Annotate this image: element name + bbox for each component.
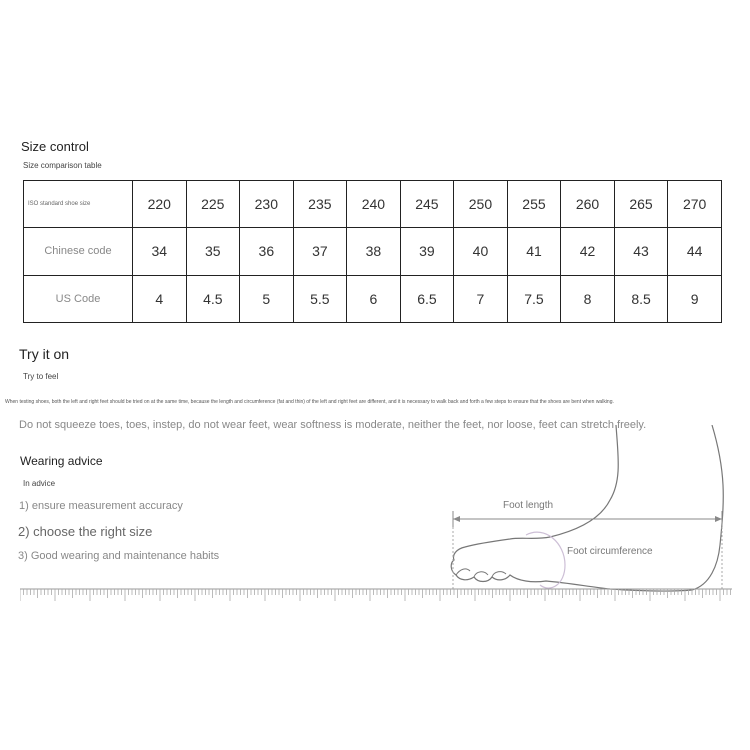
table-cell: 4.5 <box>186 275 240 322</box>
table-cell: 220 <box>133 181 187 228</box>
size-control-title: Size control <box>21 139 89 154</box>
row-label-chinese: Chinese code <box>24 228 133 275</box>
table-cell: 235 <box>293 181 347 228</box>
try-on-note: When testing shoes, both the left and right feet should be tried on at the same time, because the length and circumference (fat and thin) of the left and right feet are different, and it is necessary to walk back and forth a few steps to ensure that the shoes are bent when walking. <box>5 399 614 405</box>
table-cell: 270 <box>668 181 722 228</box>
wearing-advice-subtitle: In advice <box>23 479 56 488</box>
table-row <box>24 228 722 275</box>
table-cell: 5.5 <box>293 275 347 322</box>
table-cell: 245 <box>400 181 454 228</box>
try-it-on-title: Try it on <box>19 346 70 362</box>
table-cell: 37 <box>293 228 347 275</box>
table-cell: 41 <box>507 228 561 275</box>
table-cell: 230 <box>240 181 294 228</box>
table-cell: 6 <box>347 275 401 322</box>
toe-line <box>474 572 488 577</box>
ruler-ticks <box>20 589 731 601</box>
toe-line <box>456 569 470 575</box>
table-cell: 36 <box>240 228 294 275</box>
table-cell: 9 <box>668 275 722 322</box>
foot-outline <box>451 425 723 591</box>
table-cell: 35 <box>186 228 240 275</box>
table-cell: 265 <box>614 181 668 228</box>
advice-item: 2) choose the right size <box>18 524 153 539</box>
table-row <box>24 181 722 228</box>
size-comparison-table <box>23 180 722 323</box>
table-cell: 240 <box>347 181 401 228</box>
table-cell: 7.5 <box>507 275 561 322</box>
table-cell: 4 <box>133 275 187 322</box>
table-cell: 38 <box>347 228 401 275</box>
row-label-us: US Code <box>24 275 133 322</box>
size-control-subtitle: Size comparison table <box>23 161 102 170</box>
table-cell: 42 <box>561 228 615 275</box>
foot-circumference-label: Foot circumference <box>567 546 653 557</box>
table-row <box>24 275 722 322</box>
wearing-advice-title: Wearing advice <box>20 454 103 468</box>
try-on-body: Do not squeeze toes, toes, instep, do not wear feet, wear softness is moderate, neither the feet, nor loose, feet can stretch freely. <box>19 419 647 431</box>
arrow-right-icon <box>715 516 722 522</box>
table-cell: 255 <box>507 181 561 228</box>
toe-line <box>492 572 506 577</box>
table-cell: 34 <box>133 228 187 275</box>
table-cell: 6.5 <box>400 275 454 322</box>
advice-item: 3) Good wearing and maintenance habits <box>18 550 220 562</box>
table-cell: 250 <box>454 181 508 228</box>
circumference-loop <box>526 532 565 588</box>
row-label-iso: ISO standard shoe size <box>24 181 133 228</box>
ruler <box>20 588 732 602</box>
foot-diagram <box>440 425 740 595</box>
table-cell: 39 <box>400 228 454 275</box>
table-cell: 8 <box>561 275 615 322</box>
table-cell: 260 <box>561 181 615 228</box>
table-cell: 225 <box>186 181 240 228</box>
table-cell: 40 <box>454 228 508 275</box>
advice-item: 1) ensure measurement accuracy <box>19 500 183 512</box>
arrow-left-icon <box>453 516 460 522</box>
table-cell: 43 <box>614 228 668 275</box>
table-cell: 5 <box>240 275 294 322</box>
table-cell: 8.5 <box>614 275 668 322</box>
table-cell: 44 <box>668 228 722 275</box>
try-it-on-subtitle: Try to feel <box>23 372 59 381</box>
foot-length-label: Foot length <box>503 500 554 511</box>
table-cell: 7 <box>454 275 508 322</box>
